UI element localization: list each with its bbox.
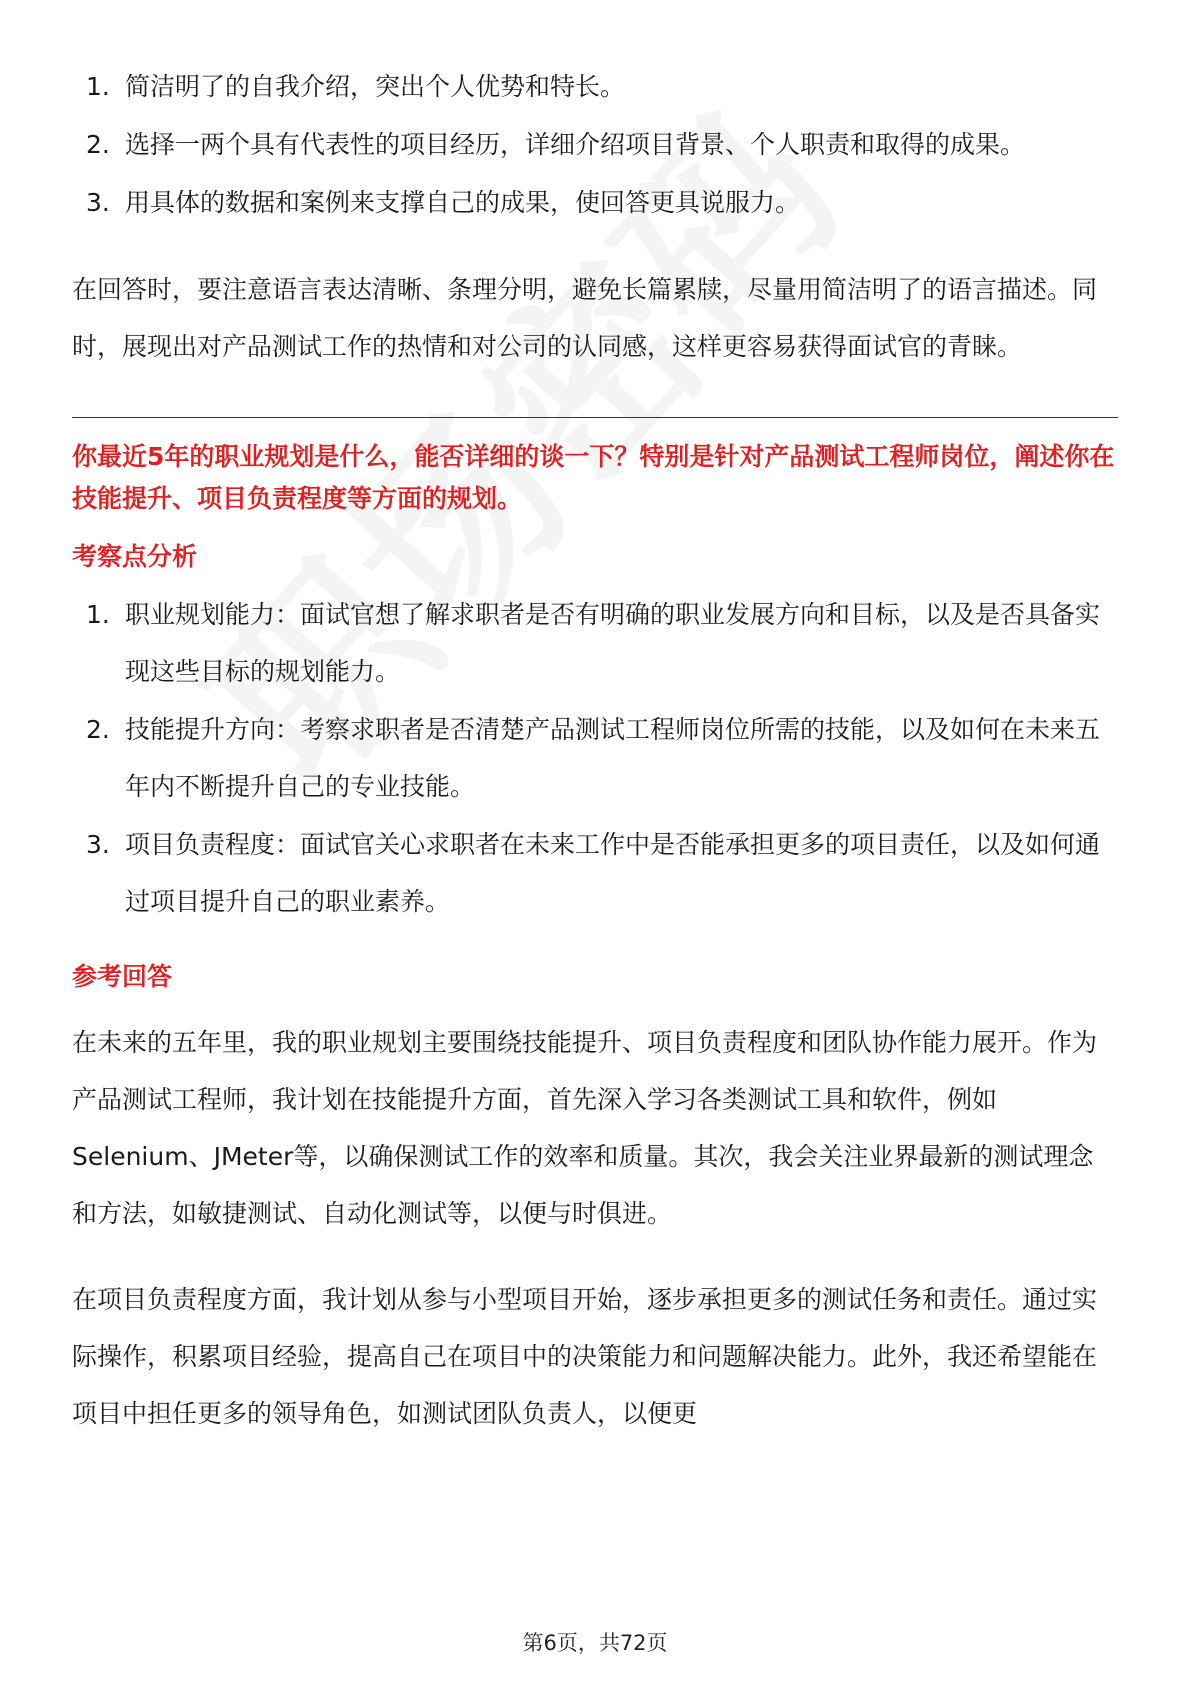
top-list — [72, 58, 1118, 231]
interview-question: 你最近5年的职业规划是什么，能否详细的谈一下？特别是针对产品测试工程师岗位，阐述你在技能提升、项目负责程度等方面的规划。 — [72, 442, 1115, 513]
list-text: 职业规划能力：面试官想了解求职者是否有明确的职业发展方向和目标，以及是否具备实现这些目标的规划能力。 — [125, 600, 1101, 686]
list-number: 2. — [86, 130, 110, 159]
list-text: 简洁明了的自我介绍，突出个人优势和特长。 — [125, 72, 626, 101]
answer-paragraph: 在项目负责程度方面，我计划从参与小型项目开始，逐步承担更多的测试任务和责任。通过实际操作，积累项目经验，提高自己在项目中的决策能力和问题解决能力。此外，我还希望能在项目中担任更多的领导角色，如测试团队负责人，以便更 — [72, 1285, 1098, 1428]
list-number: 2. — [86, 715, 110, 744]
list-item — [72, 816, 1118, 930]
list-number: 1. — [86, 72, 110, 101]
list-item — [72, 174, 1118, 231]
list-text: 技能提升方向：考察求职者是否清楚产品测试工程师岗位所需的技能，以及如何在未来五年内不断提升自己的专业技能。 — [125, 715, 1101, 801]
list-item — [72, 701, 1118, 815]
list-text: 选择一两个具有代表性的项目经历，详细介绍项目背景、个人职责和取得的成果。 — [125, 130, 1026, 159]
analysis-heading: 考察点分析 — [72, 542, 198, 571]
list-number: 1. — [86, 600, 110, 629]
answer-paragraph: 在未来的五年里，我的职业规划主要围绕技能提升、项目负责程度和团队协作能力展开。作为产品测试工程师，我计划在技能提升方面，首先深入学习各类测试工具和软件，例如Selenium、JMeter等，以确保测试工作的效率和质量。其次，我会关注业界最新的测试理念和方法，如敏捷测试、自动化测试等，以便与时俱进。 — [72, 1028, 1098, 1228]
list-item — [72, 58, 1118, 115]
answer-heading: 参考回答 — [72, 962, 173, 991]
list-text: 用具体的数据和案例来支撑自己的成果，使回答更具说服力。 — [125, 188, 801, 217]
list-item — [72, 586, 1118, 700]
list-item — [72, 116, 1118, 173]
list-number: 3. — [86, 188, 110, 217]
closing-paragraph: 在回答时，要注意语言表达清晰、条理分明，避免长篇累牍，尽量用简洁明了的语言描述。同时，展现出对产品测试工作的热情和对公司的认同感，这样更容易获得面试官的青睐。 — [72, 275, 1098, 361]
analysis-list — [72, 586, 1118, 930]
page-footer: 第6页，共72页 — [522, 1631, 668, 1655]
list-number: 3. — [86, 830, 110, 859]
page-content — [72, 58, 1118, 1442]
section-divider — [72, 417, 1118, 418]
list-text: 项目负责程度：面试官关心求职者在未来工作中是否能承担更多的项目责任，以及如何通过项目提升自己的职业素养。 — [125, 830, 1101, 916]
